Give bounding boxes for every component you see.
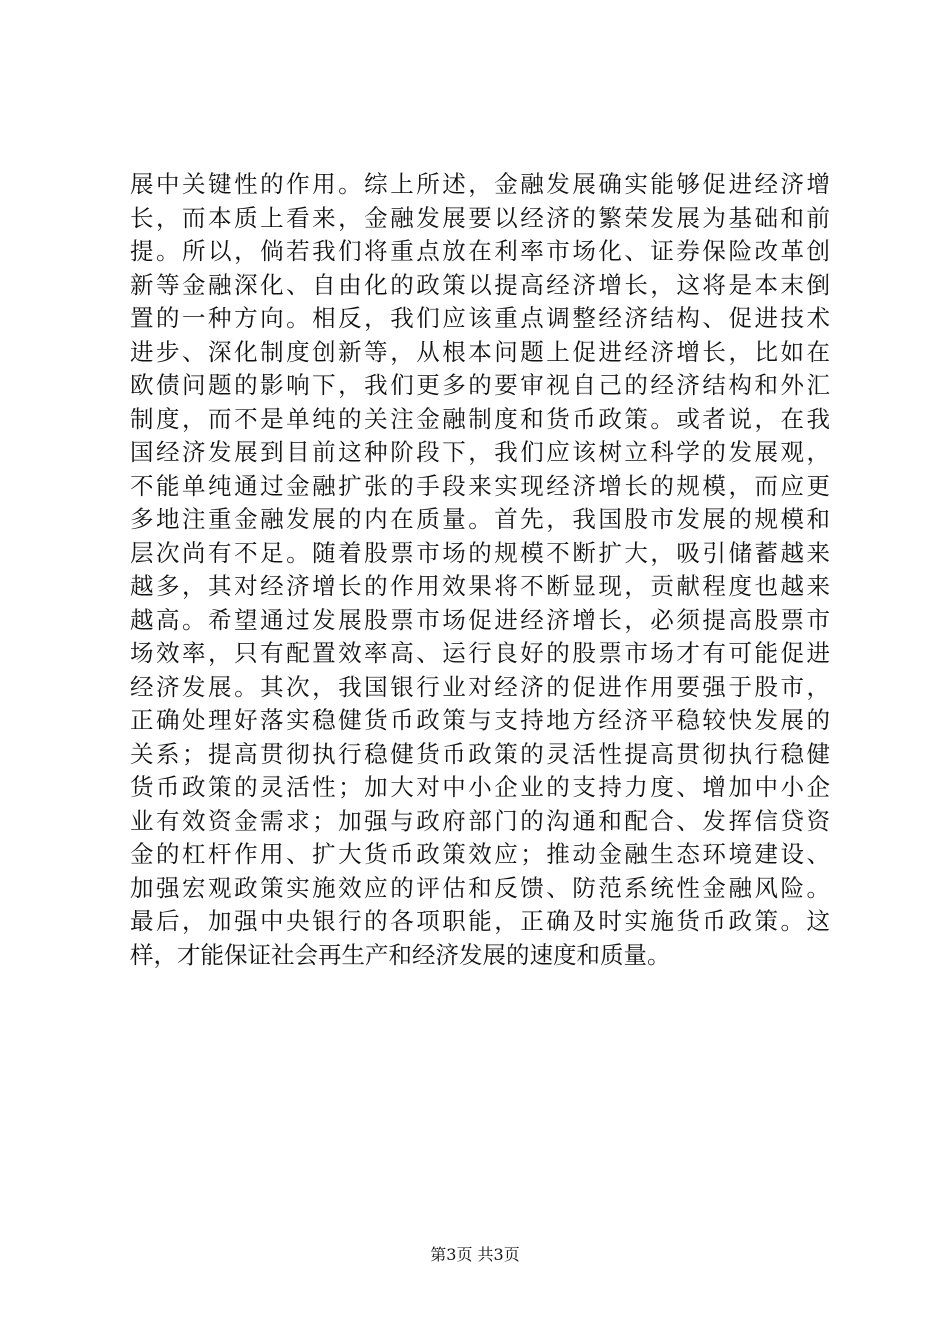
text-line: 关系；提高贯彻执行稳健货币政策的灵活性提高贯彻执行稳健 [130,739,830,768]
text-line: 层次尚有不足。随着股票市场的规模不断扩大，吸引储蓄越来 [130,538,830,567]
page-number: 第3页 共3页 [430,1245,520,1264]
text-line: 国经济发展到目前这种阶段下，我们应该树立科学的发展观， [130,438,830,466]
text-line: 长，而本质上看来，金融发展要以经济的繁荣发展为基础和前 [130,203,830,232]
text-line: 金的杠杆作用、扩大货币政策效应；推动金融生态环境建设、 [130,840,830,868]
text-line: 欧债问题的影响下，我们更多的要审视自己的经济结构和外汇 [130,371,830,399]
text-line: 提。所以，倘若我们将重点放在利率市场化、证券保险改革创 [130,237,830,265]
text-line: 越多，其对经济增长的作用效果将不断显现，贡献程度也越来 [130,572,830,600]
text-line: 新等金融深化、自由化的政策以提高经济增长，这将是本末倒 [130,270,830,299]
text-line: 经济发展。其次，我国银行业对经济的促进作用要强于股市， [130,672,830,701]
text-line: 不能单纯通过金融扩张的手段来实现经济增长的规模，而应更 [130,471,830,500]
text-line: 正确处理好落实稳健货币政策与支持地方经济平稳较快发展的 [130,706,830,734]
text-line: 越高。希望通过发展股票市场促进经济增长，必须提高股票市 [130,605,830,634]
page-footer [0,1242,950,1265]
text-line: 展中关键性的作用。综上所述，金融发展确实能够促进经济增 [130,170,830,198]
text-line: 进步、深化制度创新等，从根本问题上促进经济增长，比如在 [130,337,830,366]
text-line: 场效率，只有配置效率高、运行良好的股票市场才有可能促进 [130,639,830,667]
text-line: 最后，加强中央银行的各项职能，正确及时实施货币政策。这 [130,907,830,935]
text-line: 样，才能保证社会再生产和经济发展的速度和质量。 [130,940,671,969]
body-paragraph [130,168,830,972]
text-line: 货币政策的灵活性；加大对中小企业的支持力度、增加中小企 [130,773,830,801]
text-line: 业有效资金需求；加强与政府部门的沟通和配合、发挥信贷资 [130,806,830,835]
text-line: 加强宏观政策实施效应的评估和反馈、防范系统性金融风险。 [130,873,830,902]
text-line: 多地注重金融发展的内在质量。首先，我国股市发展的规模和 [130,505,830,533]
text-line: 制度，而不是单纯的关注金融制度和货币政策。或者说，在我 [130,404,830,433]
text-line: 置的一种方向。相反，我们应该重点调整经济结构、促进技术 [130,304,830,332]
